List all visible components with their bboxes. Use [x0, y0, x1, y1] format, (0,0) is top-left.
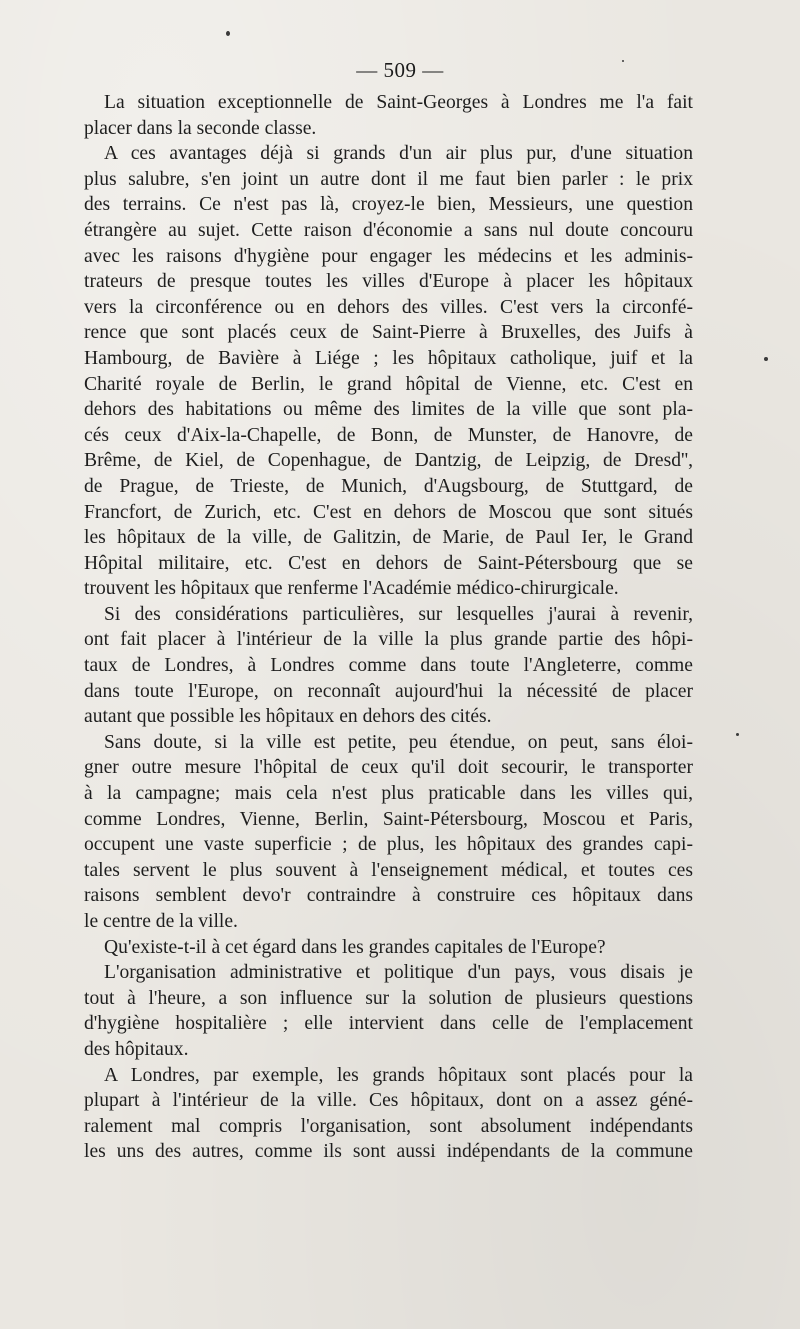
text-line: placer dans la seconde classe. [84, 117, 317, 139]
text-line: les hôpitaux de la ville, de Galitzin, de Marie, de Paul Ier, le Grand [84, 527, 693, 549]
text-line: étrangère au sujet. Cette raison d'économie a sans nul doute concouru [84, 219, 693, 241]
text-line: L'organisation administrative et politique d'un pays, vous disais je [104, 962, 693, 984]
text-line: Sans doute, si la ville est petite, peu étendue, on peut, sans éloi- [104, 731, 693, 753]
text-line: dehors des habitations ou même des limites de la ville que sont pla- [84, 399, 693, 421]
text-line: Brême, de Kiel, de Copenhague, de Dantzig, de Leipzig, de Dresd'', [84, 450, 693, 472]
text-line: rence que sont placés ceux de Saint-Pierre à Bruxelles, des Juifs à [84, 322, 693, 344]
text-line: le centre de la ville. [84, 911, 238, 932]
print-speck [226, 31, 230, 36]
text-line: Charité royale de Berlin, le grand hôpital de Vienne, etc. C'est en [84, 373, 693, 395]
text-line: trateurs de presque toutes les villes d'Europe à placer les hôpitaux [84, 271, 693, 293]
text-line: avec les raisons d'hygiène pour engager les médecins et les adminis- [84, 245, 693, 267]
text-line: d'hygiène hospitalière ; elle intervient dans celle de l'emplacement [84, 1013, 693, 1035]
print-speck [622, 60, 624, 62]
text-line: La situation exceptionnelle de Saint-Georges à Londres me l'a fait [104, 92, 693, 113]
text-line: A ces avantages déjà si grands d'un air plus pur, d'une situation [104, 143, 693, 165]
print-speck [764, 357, 768, 361]
text-line: Hambourg, de Bavière à Liége ; les hôpitaux catholique, juif et la [84, 347, 693, 369]
text-line: cés ceux d'Aix-la-Chapelle, de Bonn, de Munster, de Hanovre, de [84, 424, 693, 446]
text-line: trouvent les hôpitaux que renferme l'Académie médico-chirurgicale. [84, 578, 619, 600]
text-line: les uns des autres, comme ils sont aussi indépendants de la commune [84, 1141, 693, 1163]
text-line: tout à l'heure, a son influence sur la solution de plusieurs questions [84, 987, 693, 1009]
text-line: occupent une vaste superficie ; de plus, les hôpitaux des grandes capi- [84, 834, 693, 856]
text-line: des hôpitaux. [84, 1038, 189, 1060]
text-line: plus salubre, s'en joint un autre dont il me faut bien parler : le prix [84, 168, 693, 190]
text-line: tales servent le plus souvent à l'enseignement médical, et toutes ces [84, 859, 693, 881]
text-line: à la campagne; mais cela n'est plus praticable dans les villes qui, [84, 783, 693, 805]
text-line: Si des considérations particulières, sur lesquelles j'aurai à revenir, [104, 603, 693, 625]
text-line: de Prague, de Trieste, de Munich, d'Augsbourg, de Stuttgard, de [84, 475, 693, 497]
body-text [84, 90, 693, 1165]
print-speck [736, 733, 739, 736]
text-line: raisons semblent devo'r contraindre à construire ces hôpitaux dans [84, 885, 693, 907]
text-line: des terrains. Ce n'est pas là, croyez-le bien, Messieurs, une question [84, 194, 693, 216]
text-line: Hôpital militaire, etc. C'est en dehors de Saint-Pétersbourg que se [84, 552, 693, 574]
text-line: taux de Londres, à Londres comme dans toute l'Angleterre, comme [84, 655, 693, 677]
text-line: A Londres, par exemple, les grands hôpitaux sont placés pour la [104, 1064, 693, 1086]
text-line: autant que possible les hôpitaux en dehors des cités. [84, 706, 492, 728]
text-line: plupart à l'intérieur de la ville. Ces hôpitaux, dont on a assez géné- [84, 1090, 693, 1112]
text-line: Qu'existe-t-il à cet égard dans les grandes capitales de l'Europe? [104, 936, 606, 958]
text-line: gner outre mesure l'hôpital de ceux qu'il doit secourir, le transporter [84, 757, 693, 779]
text-line: vers la circonférence ou en dehors des villes. C'est vers la circonfé- [84, 296, 693, 318]
text-line: dans toute l'Europe, on reconnaît aujourd'hui la nécessité de placer [84, 680, 693, 702]
text-line: ont fait placer à l'intérieur de la ville la plus grande partie des hôpi- [84, 629, 693, 651]
text-line: Francfort, de Zurich, etc. C'est en dehors de Moscou que sont situés [84, 501, 693, 523]
text-line: comme Londres, Vienne, Berlin, Saint-Pétersbourg, Moscou et Paris, [84, 808, 693, 830]
text-line: ralement mal compris l'organisation, sont absolument indépendants [84, 1115, 693, 1137]
page-number: — 509 — [356, 58, 444, 82]
